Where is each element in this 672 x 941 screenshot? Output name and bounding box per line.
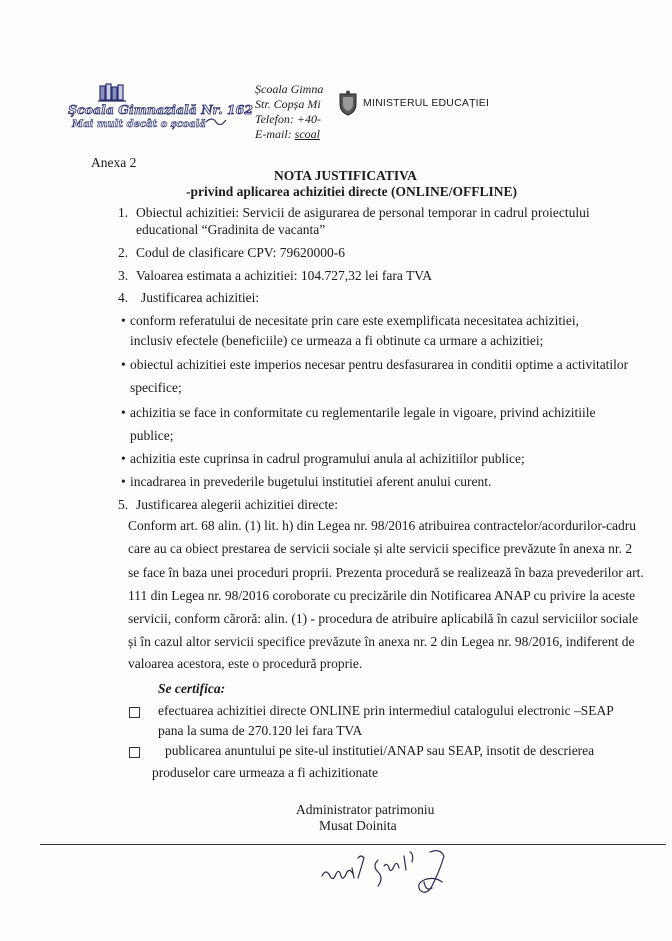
item-3-estimated-value: Valoarea estimata a achizitiei: 104.727,32 lei fara TVA: [136, 268, 433, 283]
logo-lettering-line1: Școala Gimnazială Nr. 162: [68, 102, 253, 117]
check-1-line2: pana la suma de 270.120 lei fara TVA: [158, 723, 363, 738]
legal-paragraph-line: Conform art. 68 alin. (1) lit. h) din Legea nr. 98/2016 atribuirea contractelor/acordurilor-cadru: [128, 518, 637, 533]
bullet-icon: •: [121, 405, 126, 420]
signer-role: Administrator patrimoniu: [296, 802, 435, 817]
item-1-number: 1.: [118, 205, 129, 220]
school-phone: Telefon: +40-: [255, 112, 321, 126]
item-4-heading: Justificarea achizitiei:: [141, 290, 260, 305]
coat-of-arms-icon: [337, 90, 359, 116]
email-value: scoal: [294, 127, 320, 141]
item-1-line1: Obiectul achizitiei: Servicii de asigurarea de personal temporar in cadrul proiectului: [136, 205, 590, 220]
bullet-icon: •: [121, 451, 126, 466]
school-email: [255, 127, 345, 142]
email-label: E-mail:: [255, 127, 292, 141]
item-1-line2: educational “Gradinita de vacanta”: [136, 222, 326, 237]
legal-paragraph-line: servicii, conform căroră: alin. (1) - procedura de atribuire aplicabilă în cazul serviciilor sociale: [128, 611, 639, 626]
horizontal-divider: [40, 844, 666, 845]
legal-paragraph-line: valoarea acestora, este o procedură proprie.: [128, 656, 363, 671]
bullet-5: incadrarea in prevederile bugetului institutiei aferent anului curent.: [130, 474, 492, 489]
school-logo: [66, 82, 253, 132]
check-2-line2: produselor care urmeaza a fi achizitionate: [152, 765, 378, 780]
item-2-cpv-code: Codul de clasificare CPV: 79620000-6: [136, 245, 345, 260]
bullet-icon: •: [121, 313, 126, 328]
document-subtitle: -privind aplicarea achizitiei directe (ONLINE/OFFLINE): [186, 184, 517, 199]
school-name: Școala Gimna: [255, 82, 324, 96]
item-2-number: 2.: [118, 245, 129, 260]
item-4-number: 4.: [118, 290, 129, 305]
ministry-header: [337, 90, 489, 116]
check-1-line1: efectuarea achizitiei directe ONLINE prin intermediul catalogului electronic –SEAP: [158, 703, 614, 718]
bullet-3-line1: achizitia se face in conformitate cu reglementarile legale in vigoare, privind achizitiile: [130, 405, 596, 420]
checkbox-announcement-publication[interactable]: [129, 747, 140, 758]
school-street: Str. Copșa Mi: [255, 97, 321, 111]
item-5-number: 5.: [118, 497, 129, 512]
check-2-line1: publicarea anuntului pe site-ul institutiei/ANAP sau SEAP, insotit de descrierea: [165, 743, 595, 758]
school-contact-block: [255, 82, 345, 142]
bullet-1-line2: inclusiv efectele (beneficiile) ce urmeaza a fi obtinute ca urmare a achizitiei;: [130, 333, 544, 348]
document-title: NOTA JUSTIFICATIVA: [274, 168, 417, 183]
item-3-number: 3.: [118, 268, 129, 283]
book-icon: [98, 84, 126, 101]
bullet-3-line2: publice;: [130, 428, 174, 443]
logo-lettering-line2: Mai mult decât o școală: [72, 119, 206, 130]
legal-paragraph-line: 111 din Legea nr. 98/2016 coroborate cu precizările din Notificarea ANAP cu privire la aceste: [128, 588, 636, 603]
signer-name: Musat Doinita: [319, 818, 397, 833]
item-5-heading: Justificarea alegerii achizitiei directe:: [136, 497, 339, 512]
checkbox-online-acquisition[interactable]: [129, 707, 140, 718]
legal-paragraph-line: care au ca obiect prestarea de servicii sociale și alte servicii specifice prevăzute în anexa nr. 2: [128, 541, 633, 556]
legal-paragraph-line: se face în baza unei proceduri proprii. Prezenta procedură se realizează în baza prevederilor art.: [128, 565, 644, 580]
bullet-icon: •: [121, 357, 126, 372]
bullet-4: achizitia este cuprinsa in cadrul programului anula al achizitiilor publice;: [130, 451, 525, 466]
ministry-name: MINISTERUL EDUCAȚIEI: [363, 97, 490, 109]
bullet-icon: •: [121, 474, 126, 489]
certification-heading: Se certifica:: [158, 681, 226, 696]
school-logo-graphic: [66, 82, 253, 132]
bullet-2-line1: obiectul achizitiei este imperios necesar pentru desfasurarea in conditii optime a activitatilor: [130, 357, 629, 372]
legal-paragraph-line: și în cazul altor servicii specifice prevăzute în anexa nr. 2 din Legea nr. 98/2016, indiferent de: [128, 634, 635, 649]
bullet-2-line2: specifice;: [130, 380, 182, 395]
handwritten-signature: [318, 846, 468, 906]
annex-label: Anexa 2: [91, 155, 137, 170]
bullet-1-line1: conform referatului de necesitate prin care este exemplificata necesitatea achizitiei,: [130, 313, 580, 328]
